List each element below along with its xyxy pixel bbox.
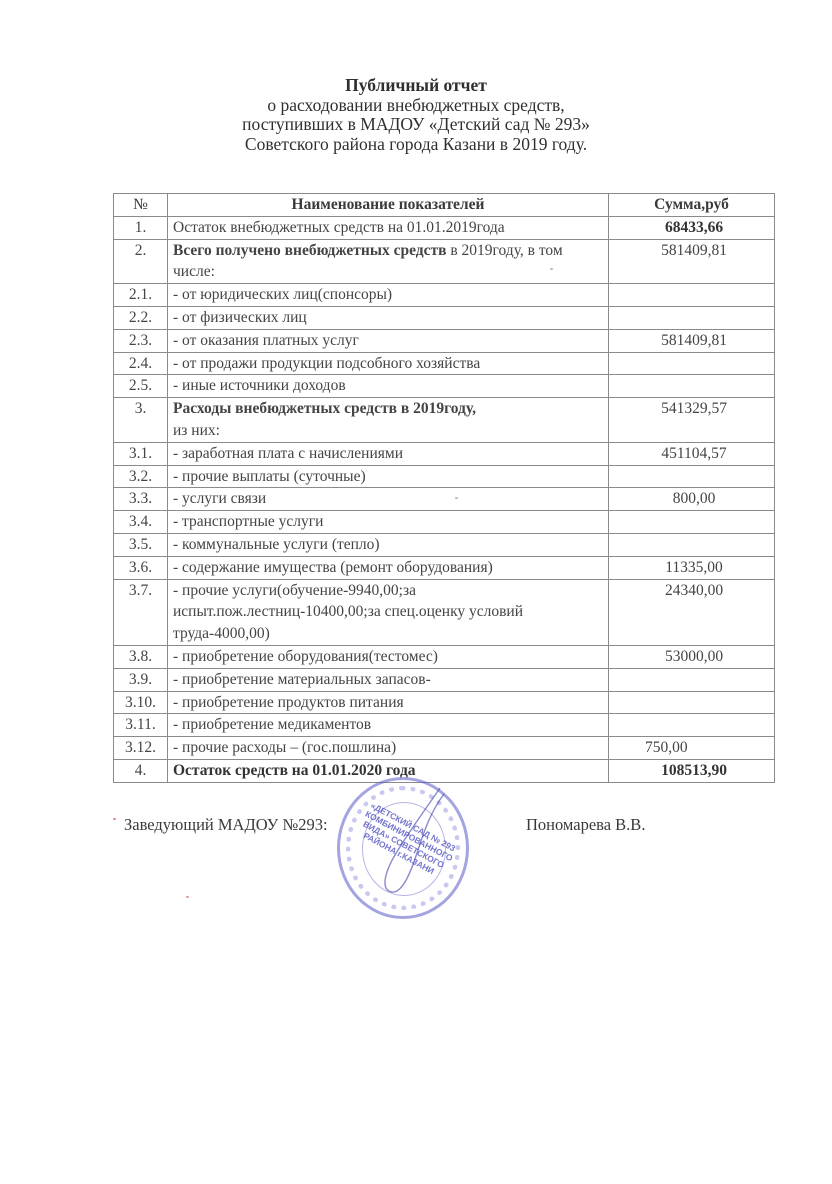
row-amount: [609, 511, 775, 534]
table-row: [114, 398, 775, 443]
row-number: 1.: [114, 216, 168, 239]
table-row: [114, 668, 775, 691]
table-row: [114, 465, 775, 488]
table-row: [114, 714, 775, 737]
row-amount: [609, 352, 775, 375]
signature-name: Пономарева В.В.: [526, 815, 646, 834]
ink-mark: [550, 268, 553, 270]
row-name: - транспортные услуги: [168, 511, 609, 534]
table-row: [114, 533, 775, 556]
ink-mark: [455, 497, 458, 499]
row-name: [168, 398, 609, 443]
table-row: [114, 239, 775, 284]
row-number: 2.4.: [114, 352, 168, 375]
row-number: 2.: [114, 239, 168, 284]
table-row-total: [114, 759, 775, 782]
row-name: - заработная плата с начислениями: [168, 442, 609, 465]
ink-mark: [186, 896, 189, 898]
table-row: [114, 216, 775, 239]
row-amount: 581409,81: [609, 329, 775, 352]
row-amount: 800,00: [609, 488, 775, 511]
ink-mark: [113, 818, 116, 820]
row-number: 2.2.: [114, 306, 168, 329]
row-name: - приобретение материальных запасов-: [168, 668, 609, 691]
report-title: Публичный отчет: [345, 75, 487, 95]
report-subtitle-line-3: Советского района города Казани в 2019 году.: [244, 133, 588, 154]
row-name-bold: Всего получено внебюджетных средств: [173, 241, 447, 259]
table-row: [114, 329, 775, 352]
column-header-amount: Сумма,руб: [609, 194, 775, 217]
row-number: 3.6.: [114, 556, 168, 579]
row-number: 3.5.: [114, 533, 168, 556]
signature-position: Заведующий МАДОУ №293:: [124, 815, 328, 834]
row-name: Остаток внебюджетных средств на 01.01.2019года: [168, 216, 609, 239]
row-name: Остаток средств на 01.01.2020 года: [168, 759, 609, 782]
table-row: [114, 691, 775, 714]
row-name: - прочие выплаты (суточные): [168, 465, 609, 488]
row-amount: [609, 714, 775, 737]
report-subtitle-line-1: о расходовании внебюджетных средств,: [267, 94, 565, 115]
table-row: [114, 645, 775, 668]
row-name: [168, 239, 609, 284]
row-name: - от юридических лиц(спонсоры): [168, 284, 609, 307]
row-name: - прочие расходы – (гос.пошлина): [168, 737, 609, 760]
row-number: 3.: [114, 398, 168, 443]
row-amount: 11335,00: [609, 556, 775, 579]
row-amount: 541329,57: [609, 398, 775, 443]
row-name: - от продажи продукции подсобного хозяйства: [168, 352, 609, 375]
table-row: [114, 442, 775, 465]
row-number: 3.12.: [114, 737, 168, 760]
column-header-number: №: [114, 194, 168, 217]
row-number: 2.1.: [114, 284, 168, 307]
table-row: [114, 284, 775, 307]
row-name-bold: Расходы внебюджетных средств в 2019году,: [173, 400, 476, 418]
handwritten-signature-icon: [340, 780, 472, 922]
row-amount: 68433,66: [609, 216, 775, 239]
row-name-rest: в 2019году, в том числе:: [173, 241, 563, 281]
table-row: [114, 352, 775, 375]
row-name: - коммунальные услуги (тепло): [168, 533, 609, 556]
table-row: [114, 511, 775, 534]
row-amount: 581409,81: [609, 239, 775, 284]
row-amount: [609, 375, 775, 398]
row-amount: [609, 465, 775, 488]
row-amount: 53000,00: [609, 645, 775, 668]
report-header: [0, 76, 832, 154]
row-name-rest: из них:: [173, 421, 220, 439]
row-amount: [609, 306, 775, 329]
table-row: [114, 375, 775, 398]
row-name: - приобретение медикаментов: [168, 714, 609, 737]
table-row: [114, 488, 775, 511]
row-number: 3.3.: [114, 488, 168, 511]
row-number: 3.9.: [114, 668, 168, 691]
row-number: 3.4.: [114, 511, 168, 534]
row-name: - прочие услуги(обучение-9940,00;за испыт.пож.лестниц-10400,00;за спец.оценку условий труда-4000,00): [168, 579, 609, 645]
report-subtitle-line-2: поступивших в МАДОУ «Детский сад № 293»: [242, 114, 590, 134]
table-row: [114, 579, 775, 645]
row-number: 4.: [114, 759, 168, 782]
row-name: - приобретение продуктов питания: [168, 691, 609, 714]
table-row: [114, 737, 775, 760]
column-header-name: Наименование показателей: [168, 194, 609, 217]
row-name: - иные источники доходов: [168, 375, 609, 398]
row-amount: [609, 691, 775, 714]
row-amount: 750,00: [609, 737, 775, 760]
report-table: [113, 193, 775, 783]
table-header-row: [114, 194, 775, 217]
row-amount: [609, 533, 775, 556]
table-row: [114, 306, 775, 329]
stamp-text: «ДЕТСКИЙ САД № 293 КОМБИНИРОВАННОГО ВИДА» СОВЕТСКОГО РАЙОНА г.КАЗАНИ: [361, 800, 458, 877]
row-number: 3.8.: [114, 645, 168, 668]
row-amount: [609, 284, 775, 307]
row-name: - содержание имущества (ремонт оборудования): [168, 556, 609, 579]
row-amount: 108513,90: [609, 759, 775, 782]
row-number: 3.10.: [114, 691, 168, 714]
row-name: - приобретение оборудования(тестомес): [168, 645, 609, 668]
row-number: 3.2.: [114, 465, 168, 488]
row-number: 2.5.: [114, 375, 168, 398]
row-number: 3.1.: [114, 442, 168, 465]
row-amount: 451104,57: [609, 442, 775, 465]
row-name: - услуги связи: [168, 488, 609, 511]
row-number: 3.11.: [114, 714, 168, 737]
row-name: - от физических лиц: [168, 306, 609, 329]
row-number: 2.3.: [114, 329, 168, 352]
row-name: - от оказания платных услуг: [168, 329, 609, 352]
official-stamp: [337, 777, 469, 919]
table-row: [114, 556, 775, 579]
row-amount: 24340,00: [609, 579, 775, 645]
row-amount: [609, 668, 775, 691]
row-number: 3.7.: [114, 579, 168, 645]
